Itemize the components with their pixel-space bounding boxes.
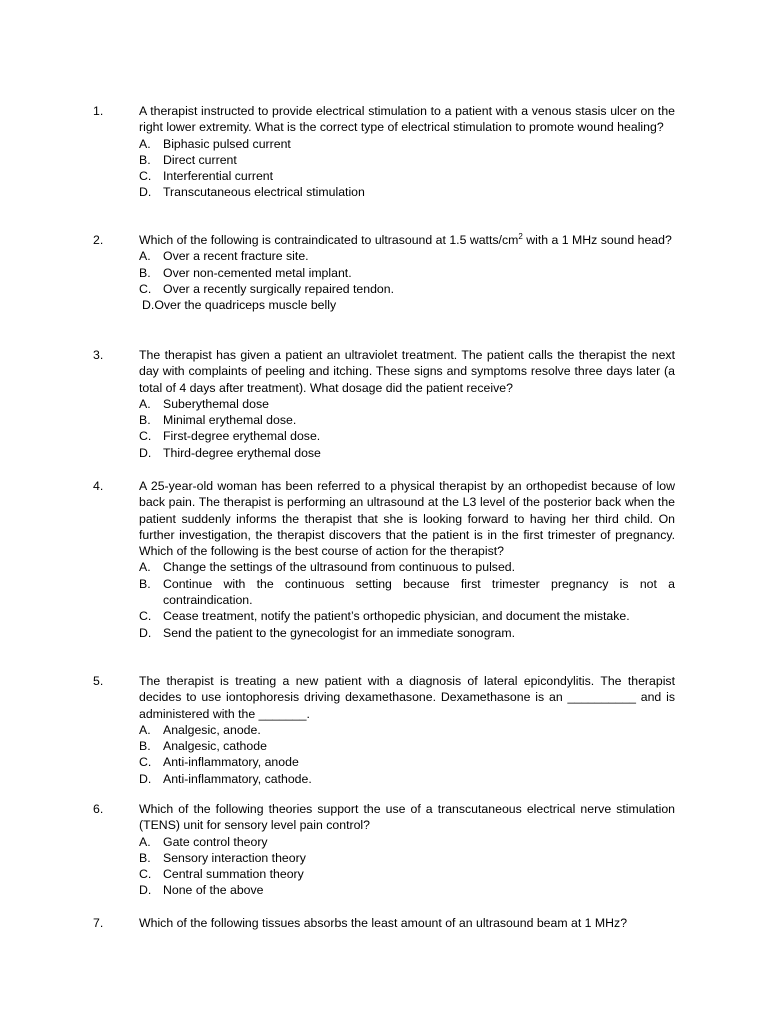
option-d <box>139 184 675 200</box>
question-stem: The therapist has given a patient an ultraviolet treatment. The patient calls the therapist the next day with complaints of peeling and itching. These signs and symptoms resolve three days later (a total of 4 days after treatment). What dosage did the patient receive? <box>139 348 675 395</box>
option-c <box>139 281 675 297</box>
option-text: Anti-inflammatory, cathode. <box>163 771 312 786</box>
option-letter: B. <box>139 576 151 591</box>
option-d <box>139 882 675 898</box>
option-b <box>139 412 675 428</box>
option-letter: B. <box>139 739 151 754</box>
option-text: Continue with the continuous setting because first trimester pregnancy is not a contraindication. <box>163 576 675 608</box>
option-text: Over non-cemented metal implant. <box>163 265 352 280</box>
option-letter: D. <box>139 445 152 460</box>
option-text: Over a recently surgically repaired tendon. <box>163 281 395 296</box>
option-letter: D. <box>139 771 152 786</box>
option-text: Cease treatment, notify the patient’s orthopedic physician, and document the mistake. <box>163 609 630 624</box>
option-letter: C. <box>139 867 152 882</box>
option-c <box>139 168 675 184</box>
option-list <box>139 722 675 787</box>
option-text: Change the settings of the ultrasound from continuous to pulsed. <box>163 560 516 575</box>
option-list <box>139 559 675 640</box>
option-letter: A. <box>139 136 151 151</box>
option-list <box>139 248 675 313</box>
superscript: 2 <box>518 232 523 241</box>
option-text: Sensory interaction theory <box>163 850 306 865</box>
option-text: Interferential current <box>163 169 274 184</box>
option-a <box>139 396 675 412</box>
option-d <box>139 297 675 313</box>
stem-text-part: Which of the following is contraindicated to ultrasound at 1.5 watts/cm <box>139 233 519 247</box>
option-text: Biphasic pulsed current <box>163 136 291 151</box>
option-b <box>139 265 675 281</box>
option-a <box>139 722 675 738</box>
question-number: 2. <box>93 233 104 247</box>
option-letter: C. <box>139 281 152 296</box>
option-letter: A. <box>139 396 151 411</box>
question-stem <box>139 232 675 248</box>
option-letter: C. <box>139 429 152 444</box>
option-text: Gate control theory <box>163 834 268 849</box>
option-text: Over a recent fracture site. <box>163 249 309 264</box>
option-text: First-degree erythemal dose. <box>163 429 321 444</box>
option-text: Suberythemal dose <box>163 396 269 411</box>
option-text: Anti-inflammatory, anode <box>163 755 299 770</box>
option-letter: C. <box>139 755 152 770</box>
option-letter: B. <box>139 413 151 428</box>
question-number: 7. <box>93 916 104 930</box>
option-letter: A. <box>139 560 151 575</box>
option-d <box>139 771 675 787</box>
question-number: 4. <box>93 479 104 493</box>
option-d <box>139 445 675 461</box>
question-stem: A 25-year-old woman has been referred to a physical therapist by an orthopedist because of low back pain. The therapist is performing an ultrasound at the L3 level of the posterior back when the patient suddenly informs the therapist that she is looking forward to having her third child. On further investigation, the therapist discovers that the patient is in the first trimester of pregnancy. Which of the following is the best course of action for the therapist? <box>139 479 675 559</box>
option-text: Transcutaneous electrical stimulation <box>163 185 365 200</box>
question-number: 6. <box>93 802 104 816</box>
option-letter: D. <box>139 883 152 898</box>
option-list <box>139 136 675 201</box>
option-letter: B. <box>139 152 151 167</box>
question-number: 1. <box>93 104 104 118</box>
option-c <box>139 428 675 444</box>
option-letter: A. <box>139 249 151 264</box>
option-c <box>139 866 675 882</box>
option-b <box>139 738 675 754</box>
option-a <box>139 834 675 850</box>
option-text: Over the quadriceps muscle belly <box>154 298 337 313</box>
option-letter: A. <box>139 722 151 737</box>
option-c <box>139 754 675 770</box>
option-b <box>139 576 675 609</box>
option-text: Analgesic, anode. <box>163 722 261 737</box>
option-c <box>139 608 675 624</box>
option-list <box>139 834 675 899</box>
option-text: Central summation theory <box>163 867 304 882</box>
option-a <box>139 559 675 575</box>
option-b <box>139 152 675 168</box>
option-letter: B. <box>139 850 151 865</box>
option-b <box>139 850 675 866</box>
option-text: Send the patient to the gynecologist for an immediate sonogram. <box>163 625 516 640</box>
question-stem: A therapist instructed to provide electrical stimulation to a patient with a venous stasis ulcer on the right lower extremity. What is the correct type of electrical stimulation to promote wound healing? <box>139 104 675 135</box>
stem-text-part: with a 1 MHz sound head? <box>522 233 672 247</box>
option-a <box>139 248 675 264</box>
option-text: Minimal erythemal dose. <box>163 413 297 428</box>
option-letter: C. <box>139 169 152 184</box>
option-letter: C. <box>139 609 152 624</box>
option-letter: D. <box>139 625 152 640</box>
question-stem: Which of the following tissues absorbs the least amount of an ultrasound beam at 1 MHz? <box>139 916 628 930</box>
question-number: 3. <box>93 348 104 362</box>
question-stem: The therapist is treating a new patient with a diagnosis of lateral epicondylitis. The therapist decides to use iontophoresis driving dexamethasone. Dexamethasone is an __________ and is administered with the _______. <box>139 674 675 721</box>
option-text: Third-degree erythemal dose <box>163 445 321 460</box>
option-letter: D. <box>142 298 155 313</box>
option-letter: A. <box>139 834 151 849</box>
option-text: Analgesic, cathode <box>163 739 267 754</box>
question-number: 5. <box>93 674 104 688</box>
option-text: None of the above <box>163 883 264 898</box>
question-stem: Which of the following theories support the use of a transcutaneous electrical nerve stimulation (TENS) unit for sensory level pain control? <box>139 802 675 833</box>
option-letter: B. <box>139 265 151 280</box>
option-list <box>139 396 675 461</box>
option-letter: D. <box>139 185 152 200</box>
option-a <box>139 136 675 152</box>
option-d <box>139 625 675 641</box>
option-text: Direct current <box>163 152 237 167</box>
